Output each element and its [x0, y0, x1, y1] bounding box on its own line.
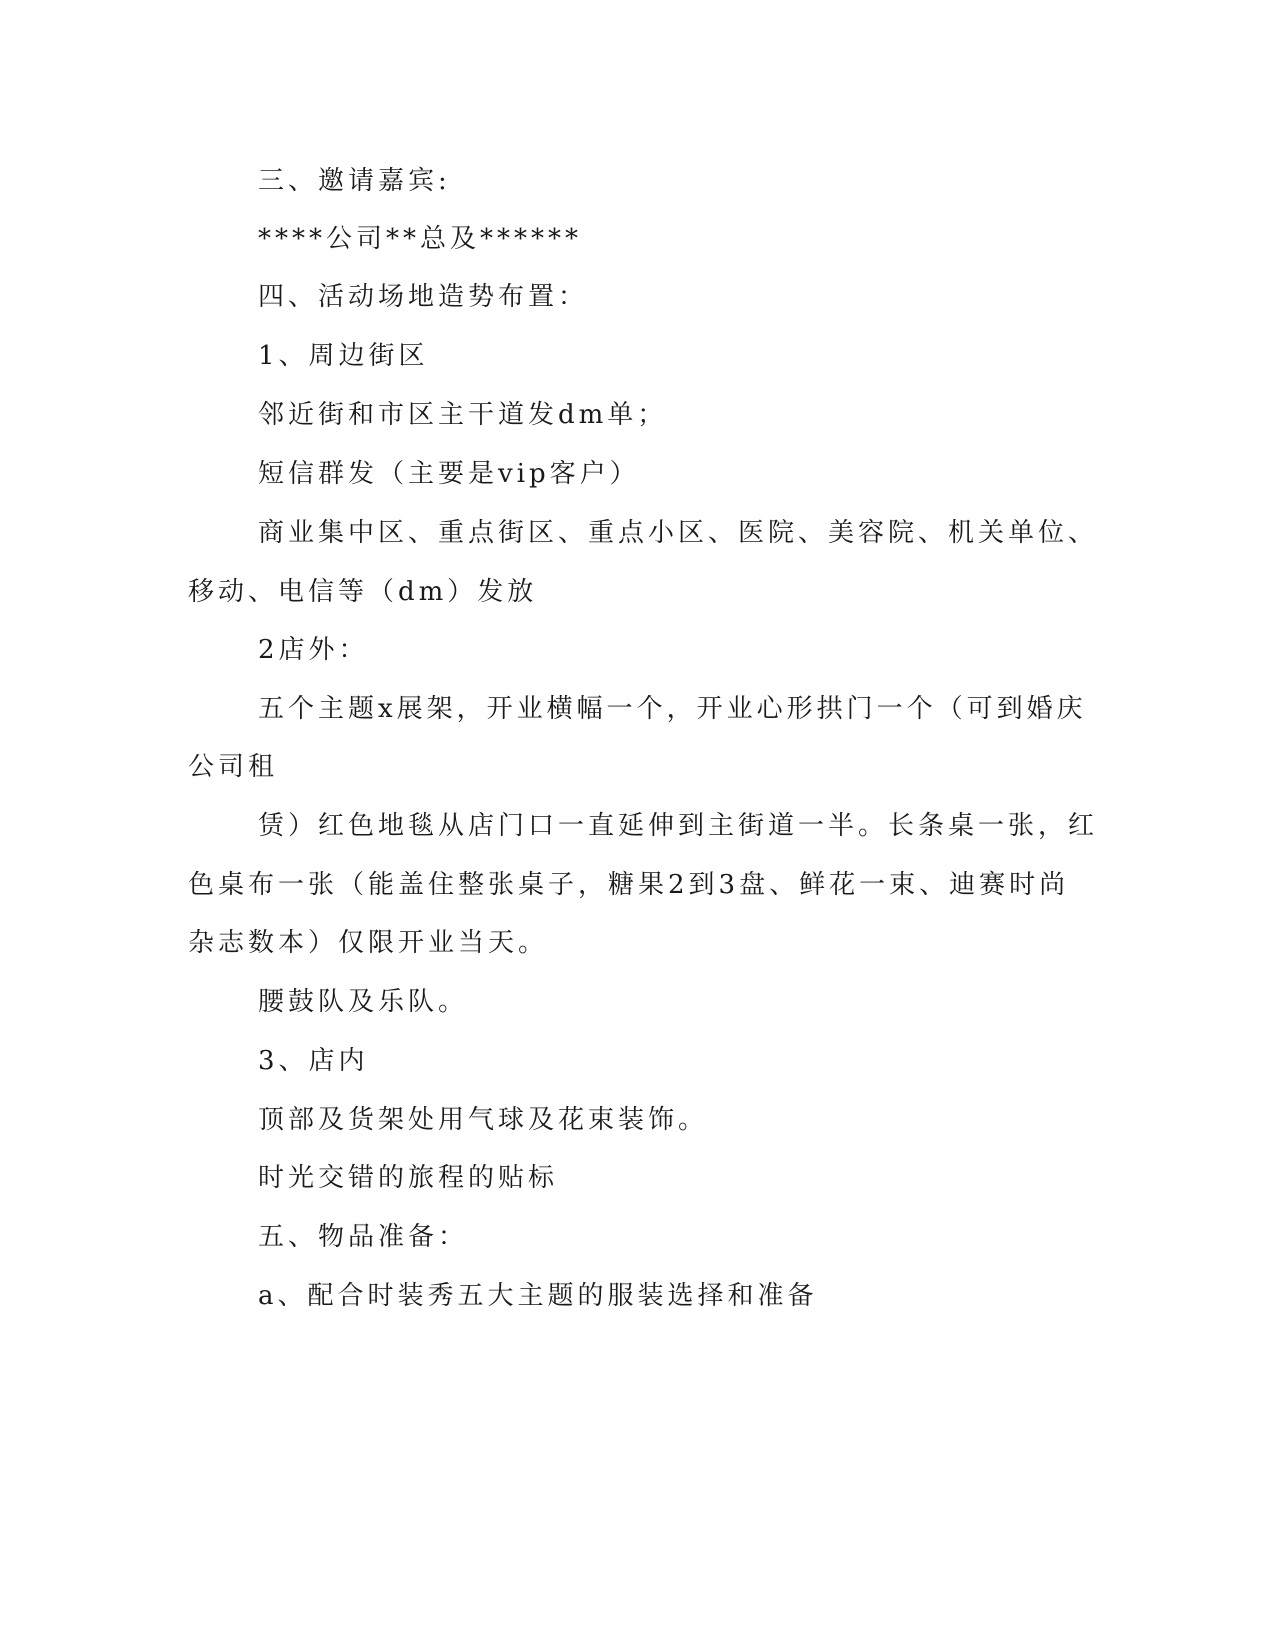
section-heading-guests: 三、邀请嘉宾: [258, 166, 451, 196]
paragraph-line: 腰鼓队及乐队。 [258, 987, 469, 1017]
paragraph-line: 顶部及货架处用气球及花束装饰。 [258, 1105, 709, 1135]
paragraph-line: 短信群发（主要是vip客户） [258, 459, 640, 489]
paragraph-line: 杂志数本）仅限开业当天。 [188, 928, 549, 958]
paragraph-line: 时光交错的旅程的贴标 [258, 1163, 559, 1193]
paragraph-line: a、配合时装秀五大主题的服装选择和准备 [258, 1281, 818, 1311]
paragraph-line: 邻近街和市区主干道发dm单； [258, 400, 668, 430]
paragraph-line: 五个主题x展架，开业横幅一个，开业心形拱门一个（可到婚庆 [258, 694, 1087, 724]
paragraph-line: 公司租 [188, 752, 279, 782]
paragraph-line: 移动、电信等（dm）发放 [188, 577, 538, 607]
guest-list-line: ****公司**总及****** [258, 224, 583, 254]
section-heading-venue: 四、活动场地造势布置： [258, 282, 589, 312]
paragraph-line: 赁）红色地毯从店门口一直延伸到主街道一半。长条桌一张，红 [258, 811, 1099, 841]
paragraph-line: 商业集中区、重点街区、重点小区、医院、美容院、机关单位、 [258, 518, 1099, 548]
section-heading-supplies: 五、物品准备： [258, 1222, 469, 1252]
paragraph-line: 色桌布一张（能盖住整张桌子，糖果2到3盘、鲜花一束、迪赛时尚 [188, 870, 1070, 900]
subheading-streets: 1、周边街区 [258, 341, 429, 371]
subheading-inside: 3、店内 [258, 1046, 369, 1076]
subheading-outside: 2店外： [258, 635, 369, 665]
